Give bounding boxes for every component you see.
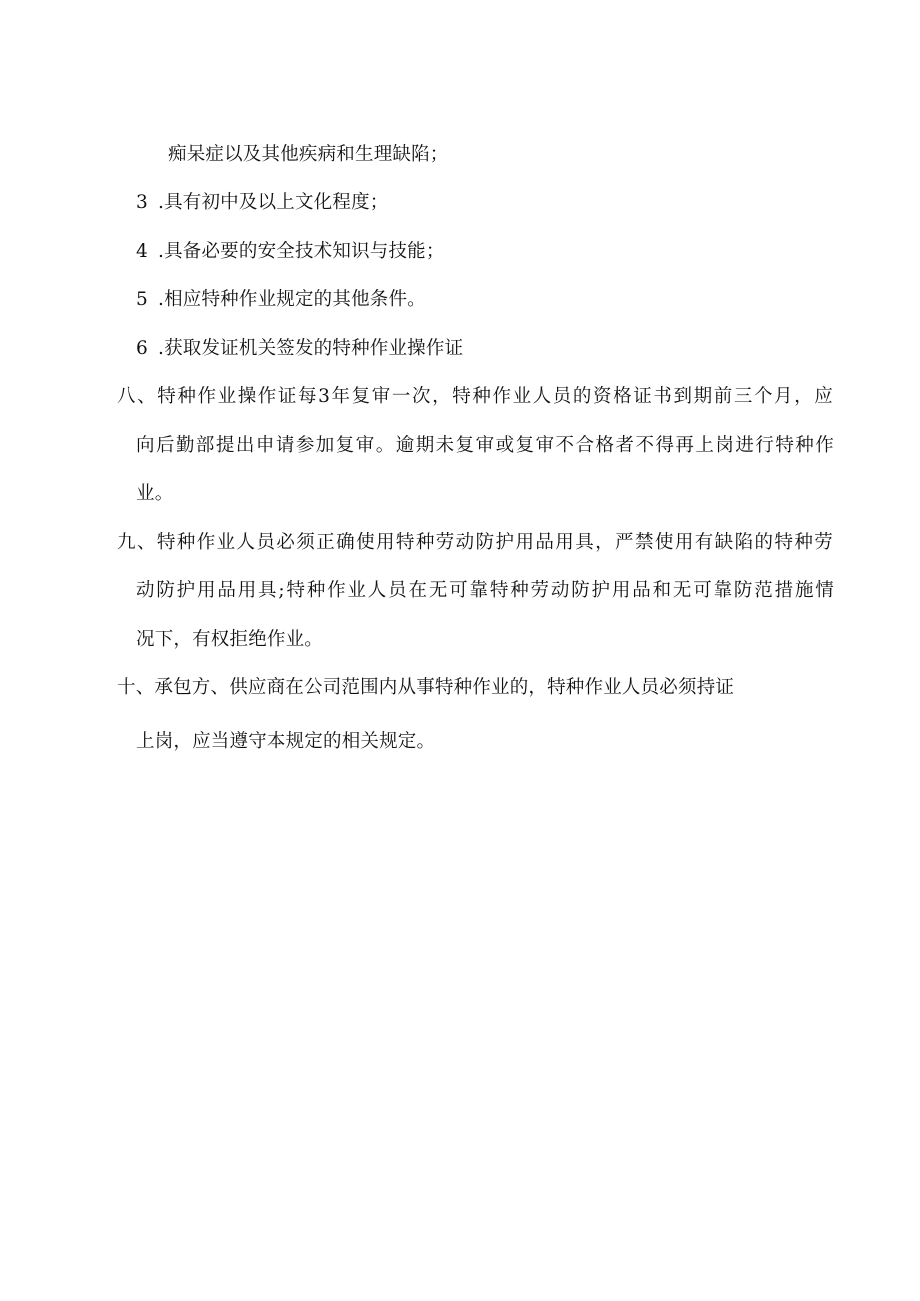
sub-item-5 <box>136 288 426 312</box>
clause-8-line-2: 向后勤部提出申请参加复审。逾期未复审或复审不合格者不得再上岗进行特种作 <box>136 435 834 456</box>
clause-9-line-1: 九、特种作业人员必须正确使用特种劳动防护用品用具，严禁使用有缺陷的特种劳 <box>117 532 833 553</box>
sub-item-4 <box>136 240 445 264</box>
clause-9-line-2: 动防护用品用具;特种作业人员在无可靠特种劳动防护用品和无可靠防范措施情 <box>136 580 834 601</box>
sub-item-number: 3 <box>136 192 148 213</box>
sub-item-text: .具备必要的安全技术知识与技能； <box>158 241 445 262</box>
sub-item-number: 5 <box>136 289 148 310</box>
clause-9-line-3: 况下，有权拒绝作业。 <box>136 629 324 650</box>
sub-item-3 <box>136 191 388 215</box>
sub-item-number: 6 <box>136 338 148 359</box>
sub-item-text: .相应特种作业规定的其他条件。 <box>158 289 426 310</box>
sub-item-text: .获取发证机关签发的特种作业操作证 <box>158 338 464 359</box>
clause-8-line-3: 业。 <box>136 483 174 504</box>
clause-10-line-1: 十、承包方、供应商在公司范围内从事特种作业的，特种作业人员必须持证 <box>117 677 735 698</box>
sub-item-6 <box>136 337 463 361</box>
clause-10-line-2: 上岗，应当遵守本规定的相关规定。 <box>136 731 436 752</box>
sub-item-number: 4 <box>136 241 148 262</box>
sub-item-text: .具有初中及以上文化程度； <box>158 192 389 213</box>
continuation-line: 痴呆症以及其他疾病和生理缺陷； <box>168 144 449 165</box>
clause-8-line-1: 八、特种作业操作证每3年复审一次，特种作业人员的资格证书到期前三个月，应 <box>117 386 833 407</box>
